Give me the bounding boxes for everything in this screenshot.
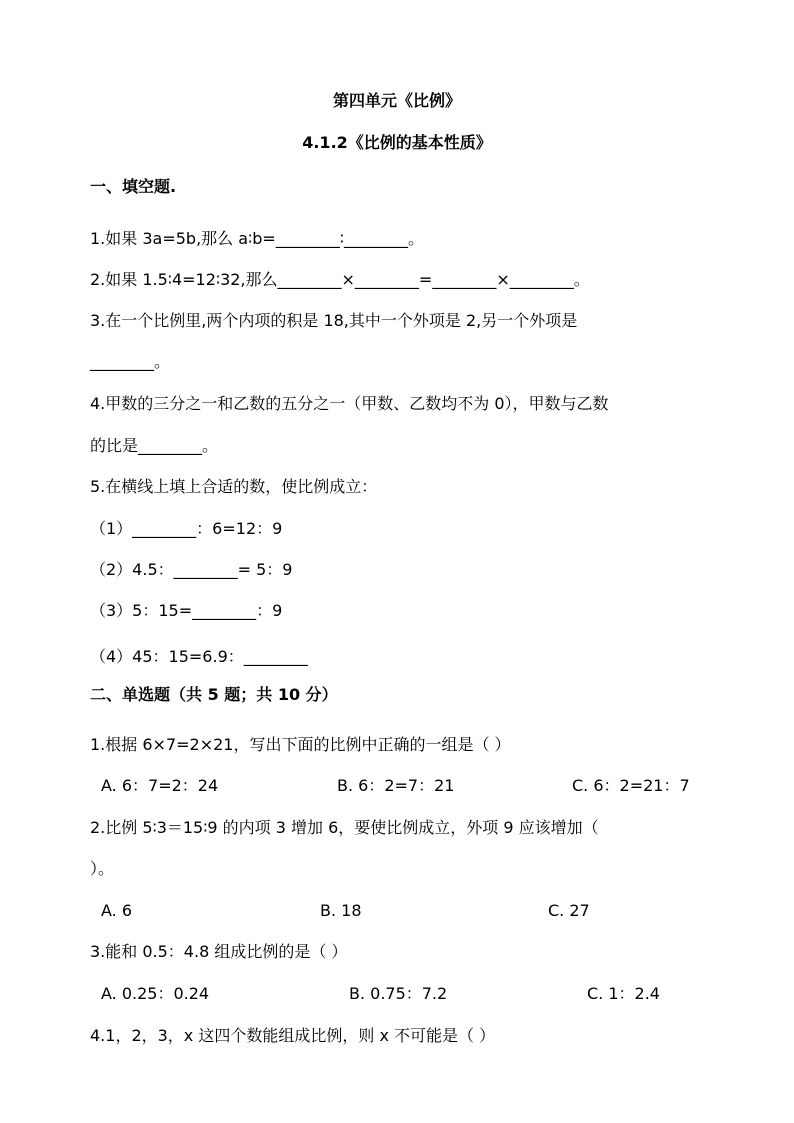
choice-question-2-line-1: 2.比例 5∶3＝15∶9 的内项 3 增加 6，要使比例成立，外项 9 应该增加（ bbox=[90, 818, 599, 837]
choice-question-2-option-c: C. 27 bbox=[548, 901, 590, 920]
choice-question-2-option-a: A. 6 bbox=[101, 901, 133, 920]
choice-question-3-option-a: A. 0.25：0.24 bbox=[101, 984, 210, 1003]
choice-question-3: 3.能和 0.5：4.8 组成比例的是（ ） bbox=[90, 942, 348, 961]
question-4-line-1: 4.甲数的三分之一和乙数的五分之一（甲数、乙数均不为 0），甲数与乙数 bbox=[90, 394, 609, 413]
question-3-line-1: 3.在一个比例里,两个内项的积是 18,其中一个外项是 2,另一个外项是 bbox=[90, 311, 578, 330]
section-single-choice-heading: 二、单选题（共 5 题；共 10 分） bbox=[90, 685, 338, 704]
section-fill-blank-heading: 一、填空题. bbox=[90, 177, 177, 196]
choice-question-1-option-b: B. 6：2=7：21 bbox=[337, 776, 455, 795]
question-5-part-3: （3）5：15=________：9 bbox=[90, 601, 283, 620]
question-3-line-2: ________。 bbox=[90, 352, 171, 371]
question-5: 5.在横线上填上合适的数，使比例成立： bbox=[90, 477, 378, 496]
question-1: 1.如果 3a=5b,那么 a∶b=________∶________。 bbox=[90, 229, 424, 248]
choice-question-1: 1.根据 6×7=2×21，写出下面的比例中正确的一组是（ ） bbox=[90, 735, 511, 754]
choice-question-2-option-b: B. 18 bbox=[320, 901, 362, 920]
question-5-part-2: （2）4.5：________= 5：9 bbox=[90, 560, 293, 579]
choice-question-4: 4.1，2，3，x 这四个数能组成比例，则 x 不可能是（ ） bbox=[90, 1026, 496, 1045]
lesson-title: 4.1.2《比例的基本性质》 bbox=[302, 133, 492, 152]
question-5-part-4: （4）45：15=6.9：________ bbox=[90, 647, 308, 666]
question-5-part-1: （1）________：6=12：9 bbox=[90, 519, 283, 538]
question-2: 2.如果 1.5∶4=12∶32,那么________×________=________×________。 bbox=[90, 270, 590, 289]
choice-question-1-option-c: C. 6：2=21：7 bbox=[572, 776, 690, 795]
choice-question-1-option-a: A. 6：7=2：24 bbox=[101, 776, 219, 795]
choice-question-3-option-b: B. 0.75：7.2 bbox=[349, 984, 448, 1003]
choice-question-3-option-c: C. 1：2.4 bbox=[587, 984, 660, 1003]
choice-question-2-line-2: ）。 bbox=[90, 859, 115, 878]
question-4-line-2: 的比是________。 bbox=[90, 436, 219, 455]
unit-title: 第四单元《比例》 bbox=[332, 91, 461, 110]
